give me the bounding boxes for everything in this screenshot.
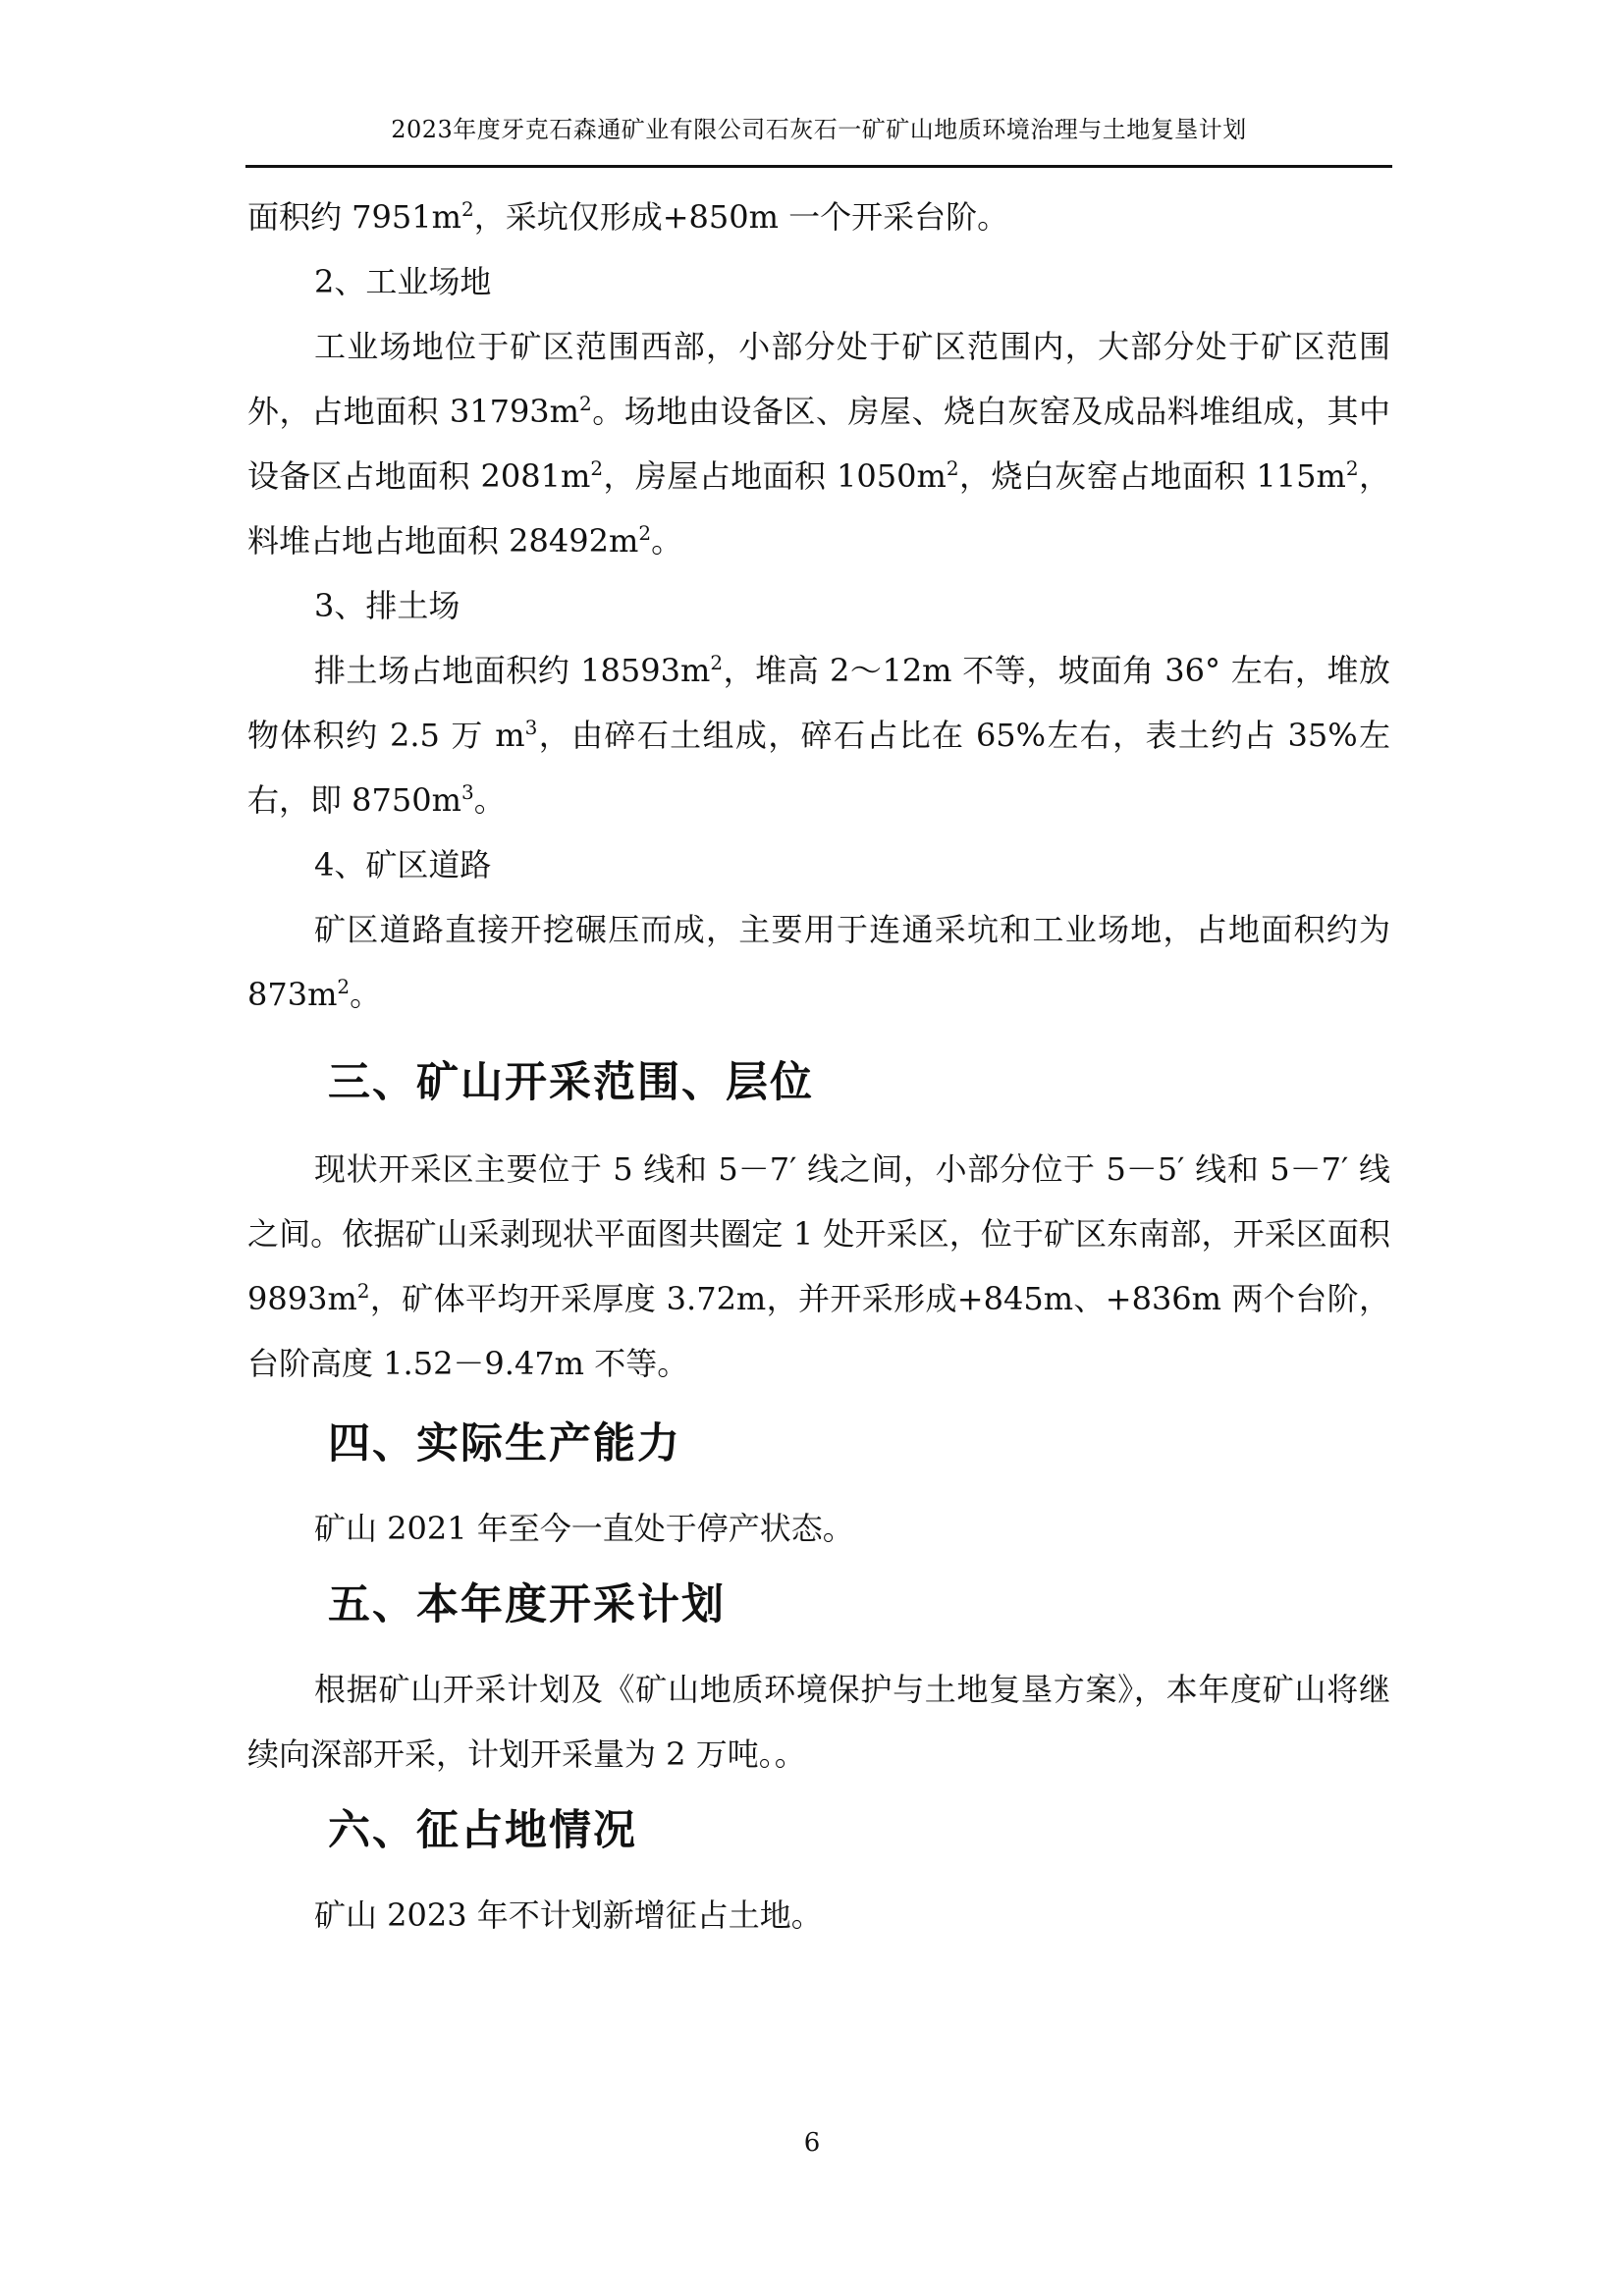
superscript: 2: [710, 651, 724, 674]
header-divider: [245, 165, 1392, 168]
section-heading-annual-plan: 五、本年度开采计划: [328, 1580, 726, 1629]
text-run: ，烧白灰窑占地面积 115m: [958, 457, 1346, 495]
paragraph-mining-scope: [247, 1137, 1390, 1396]
superscript: 2: [460, 197, 474, 221]
page-header-title: 2023年度牙克石森通矿业有限公司石灰石一矿矿山地质环境治理与土地复垦计划: [391, 116, 1247, 143]
paragraph-production-capacity: 矿山 2021 年至今一直处于停产状态。: [314, 1510, 854, 1547]
text-run: 排土场占地面积约 18593m: [314, 652, 711, 689]
superscript: 2: [946, 456, 959, 480]
subsection-title-industrial-site: 2、工业场地: [314, 263, 492, 300]
superscript: 2: [579, 392, 592, 415]
subsection-title-road: 4、矿区道路: [314, 846, 492, 883]
text-run: ，采坑仅形成+850m 一个开采台阶。: [473, 198, 1009, 236]
paragraph-annual-plan: 根据矿山开采计划及《矿山地质环境保护与土地复垦方案》，本年度矿山将继续向深部开采，计划开采量为 2 万吨。。: [247, 1671, 1390, 1773]
text-run: 面积约 7951m: [247, 198, 461, 236]
paragraph-land-occupation: 矿山 2023 年不计划新增征占土地。: [314, 1896, 823, 1934]
text-run: 。: [473, 781, 506, 819]
text-run: ，房屋占地面积 1050m: [603, 457, 947, 495]
paragraph-continuation: [247, 185, 1390, 249]
superscript: 2: [337, 975, 351, 998]
superscript: 2: [590, 456, 604, 480]
section-heading-land-occupation: 六、征占地情况: [328, 1806, 637, 1855]
paragraph-road: [247, 897, 1390, 1027]
superscript: 2: [1345, 456, 1359, 480]
text-run: 。: [651, 522, 683, 560]
text-run: 矿区道路直接开挖碾压而成，主要用于连通采坑和工业场地，占地面积约为 873m: [247, 911, 1390, 1013]
document-body: [247, 185, 1390, 1948]
text-run: ，堆高 2～12m 不等，坡面角 36° 左右，堆放物体积约 2.5 万 m: [247, 652, 1390, 754]
page-number: 6: [803, 2128, 821, 2158]
section-heading-production-capacity: 四、实际生产能力: [328, 1419, 681, 1468]
text-run: 。: [350, 976, 382, 1013]
text-run: ，矿体平均开采厚度 3.72m，并开采形成+845m、+836m 两个台阶，台阶高度 1.52－9.47m 不等。: [247, 1280, 1390, 1382]
text-run: ，由碎石土组成，碎石占比在 65%左右，表土约占 35%左右，即 8750m: [247, 717, 1390, 819]
text-run: 。场地由设备区、房屋、烧白灰窑及成品料堆组成，其中设备区占地面积 2081m: [247, 393, 1390, 495]
superscript: 3: [524, 716, 538, 739]
text-run: ，料堆占地占地面积 28492m: [247, 457, 1390, 560]
paragraph-industrial-site: [247, 314, 1390, 573]
section-heading-mining-scope: 三、矿山开采范围、层位: [328, 1058, 814, 1107]
superscript: 3: [460, 780, 474, 804]
paragraph-dump: [247, 638, 1390, 832]
text-run: 工业场地位于矿区范围西部，小部分处于矿区范围内，大部分处于矿区范围外，占地面积 31793m: [247, 328, 1390, 430]
superscript: 2: [356, 1279, 370, 1303]
text-run: 现状开采区主要位于 5 线和 5－7′ 线之间，小部分位于 5－5′ 线和 5－7′ 线之间。依据矿山采剥现状平面图共圈定 1 处开采区，位于矿区东南部，开采区面积 9893m: [247, 1150, 1390, 1317]
superscript: 2: [638, 521, 652, 545]
subsection-title-dump: 3、排土场: [314, 587, 460, 624]
